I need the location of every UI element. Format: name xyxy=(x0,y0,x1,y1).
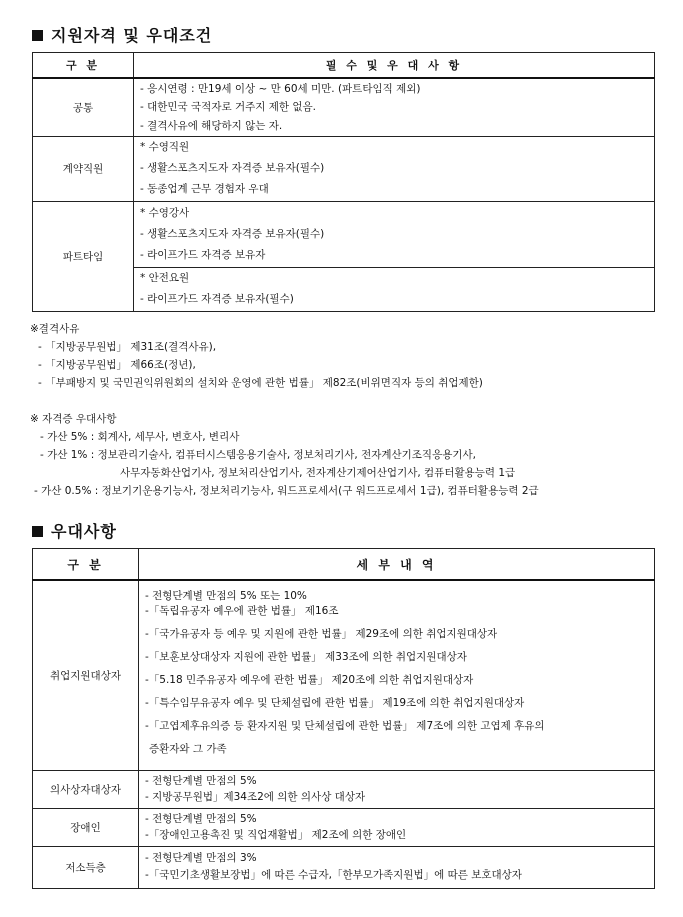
detail-line: - 전형단계별 만점의 3% xyxy=(145,852,257,864)
note-item: - 가산 1% : 정보관리기술사, 컴퓨터시스템응용기술사, 정보처리기사, 전자계산기조직응용기사, xyxy=(40,449,476,461)
detail-line: - 동종업계 근무 경험자 우대 xyxy=(140,183,269,195)
section-title-text: 지원자격 및 우대조건 xyxy=(51,26,213,45)
section-title-preferences xyxy=(32,522,117,542)
detail-line: -「장애인고용촉진 및 직업재활법」 제2조에 의한 장애인 xyxy=(145,829,407,841)
detail-line: 증환자와 그 가족 xyxy=(149,743,227,756)
row-details xyxy=(134,136,655,201)
row-details xyxy=(134,78,655,136)
header-category: 구 분 xyxy=(33,53,134,79)
table-row xyxy=(33,78,655,136)
row-details xyxy=(134,267,655,311)
notes-title: ※ 자격증 우대사항 xyxy=(30,413,117,425)
row-details xyxy=(139,808,655,846)
detail-line: -「국민기초생활보장법」에 따른 수급자,「한부모가족지원법」에 따른 보호대상자 xyxy=(145,869,522,881)
detail-line: - 전형단계별 만점의 5% 또는 10% xyxy=(145,590,307,603)
row-details xyxy=(139,580,655,770)
detail-line: - 라이프가드 자격증 보유자 xyxy=(140,248,266,261)
row-category: 계약직원 xyxy=(33,136,134,201)
certification-preferences xyxy=(30,410,539,500)
black-square-icon xyxy=(32,30,43,41)
header-category: 구 분 xyxy=(33,549,139,581)
detail-line: - 지방공무원법」제34조2에 의한 의사상 대상자 xyxy=(145,791,366,803)
notes-title: ※결격사유 xyxy=(30,323,80,335)
header-details: 세 부 내 역 xyxy=(139,549,655,581)
detail-line: - 전형단계별 만점의 5% xyxy=(145,775,257,787)
header-requirements: 필 수 및 우 대 사 항 xyxy=(134,53,655,79)
detail-line: -「국가유공자 등 예우 및 지원에 관한 법률」 제29조에 의한 취업지원대상자 xyxy=(145,628,498,641)
note-item: 사무자동화산업기사, 정보처리산업기사, 전자계산기제어산업기사, 컴퓨터활용능력 1급 xyxy=(120,467,516,479)
detail-line: * 수영강사 xyxy=(140,206,190,219)
note-item: - 가산 5% : 회계사, 세무사, 변호사, 변리사 xyxy=(40,431,240,443)
note-item: - 「지방공무원법」 제66조(정년), xyxy=(38,359,196,371)
row-details xyxy=(139,770,655,808)
black-square-icon xyxy=(32,526,43,537)
detail-line: - 전형단계별 만점의 5% xyxy=(145,813,257,825)
note-item: - 「지방공무원법」 제31조(결격사유), xyxy=(38,341,217,353)
table-row xyxy=(33,201,655,267)
row-category: 취업지원대상자 xyxy=(33,580,139,770)
detail-line: -「독립유공자 예우에 관한 법률」 제16조 xyxy=(145,605,339,618)
row-category: 의사상자대상자 xyxy=(33,770,139,808)
table-row xyxy=(33,136,655,201)
table-row xyxy=(33,580,655,770)
table-header-row xyxy=(33,53,655,79)
detail-line: -「5.18 민주유공자 예우에 관한 법률」 제20조에 의한 취업지원대상자 xyxy=(145,674,474,687)
disqualification-notes xyxy=(30,320,483,392)
note-item: - 「부패방지 및 국민권익위원회의 설치와 운영에 관한 법률」 제82조(비위면직자 등의 취업제한) xyxy=(38,377,483,389)
detail-line: - 생활스포츠지도자 자격증 보유자(필수) xyxy=(140,162,325,174)
row-details xyxy=(139,846,655,888)
table-row xyxy=(33,846,655,888)
row-category: 파트타임 xyxy=(33,201,134,311)
row-category: 공통 xyxy=(33,78,134,136)
section-title-text: 우대사항 xyxy=(51,522,117,541)
detail-line: * 수영직원 xyxy=(140,141,190,153)
detail-line: - 결격사유에 해당하지 않는 자. xyxy=(140,119,283,132)
row-category: 장애인 xyxy=(33,808,139,846)
qualifications-table xyxy=(32,52,655,312)
row-category: 저소득층 xyxy=(33,846,139,888)
detail-line: - 생활스포츠지도자 자격증 보유자(필수) xyxy=(140,227,325,240)
detail-line: -「고엽제후유의증 등 환자지원 및 단체설립에 관한 법률」 제7조에 의한 고엽제 후유의 xyxy=(145,720,545,733)
section-title-qualifications xyxy=(32,26,212,46)
note-item: - 가산 0.5% : 정보기기운용기능사, 정보처리기능사, 워드프로세서(구 워드프로세서 1급), 컴퓨터활용능력 2급 xyxy=(34,485,539,497)
table-header-row xyxy=(33,549,655,581)
row-details xyxy=(134,201,655,267)
detail-line: * 안전요원 xyxy=(140,272,190,284)
detail-line: -「보훈보상대상자 지원에 관한 법률」 제33조에 의한 취업지원대상자 xyxy=(145,651,467,664)
table-row xyxy=(33,808,655,846)
detail-line: -「특수임무유공자 예우 및 단체설립에 관한 법률」 제19조에 의한 취업지원대상자 xyxy=(145,697,525,710)
detail-line: - 응시연령 : 만19세 이상 ~ 만 60세 미만. (파트타임직 제외) xyxy=(140,82,421,95)
detail-line: - 대한민국 국적자로 거주지 제한 없음. xyxy=(140,101,316,113)
table-row xyxy=(33,770,655,808)
preferences-table xyxy=(32,548,655,889)
detail-line: - 라이프가드 자격증 보유자(필수) xyxy=(140,293,294,305)
